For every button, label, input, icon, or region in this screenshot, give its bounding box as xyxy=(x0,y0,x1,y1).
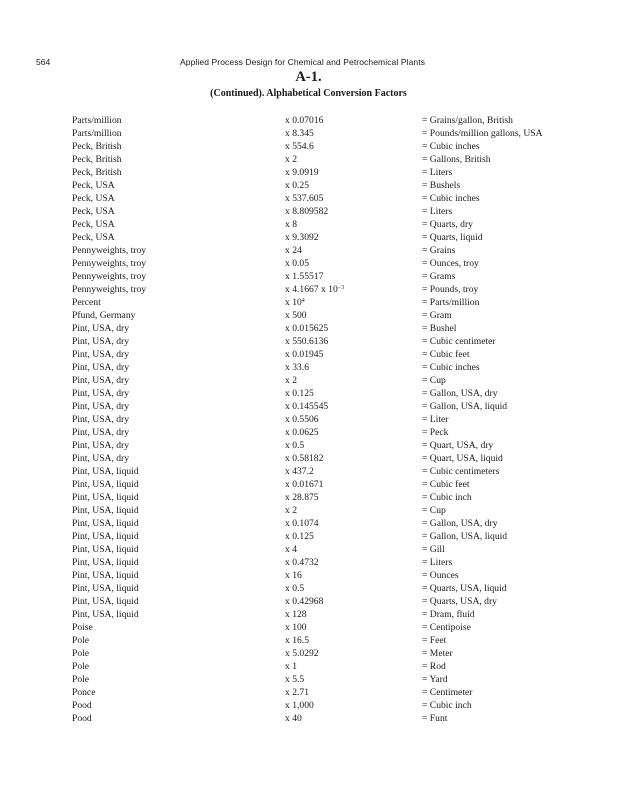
result-cell: = Cubic centimeters xyxy=(422,466,500,477)
unit-cell: Peck, British xyxy=(72,141,122,152)
unit-cell: Pint, USA, dry xyxy=(72,362,130,373)
result-cell: = Centimeter xyxy=(422,687,473,698)
result-cell: = Gallons, British xyxy=(422,154,491,165)
table-row xyxy=(0,322,617,335)
unit-cell: Pint, USA, liquid xyxy=(72,479,139,490)
table-caption: (Continued). Alphabetical Conversion Factors xyxy=(210,88,407,99)
unit-cell: Parts/million xyxy=(72,115,122,126)
table-row xyxy=(0,439,617,452)
table-row xyxy=(0,361,617,374)
result-cell: = Funt xyxy=(422,713,448,724)
table-row xyxy=(0,543,617,556)
result-cell: = Meter xyxy=(422,648,453,659)
factor-value: x 0.5 xyxy=(285,440,305,451)
unit-cell: Pole xyxy=(72,674,90,685)
table-row xyxy=(0,387,617,400)
factor-cell xyxy=(285,608,307,621)
factor-value: x 0.01945 xyxy=(285,349,324,360)
factor-value: x 0.25 xyxy=(285,180,309,191)
factor-value: x 550.6136 xyxy=(285,336,329,347)
factor-value: x 0.125 xyxy=(285,388,314,399)
factor-cell xyxy=(285,283,344,296)
unit-cell: Pennyweights, troy xyxy=(72,271,147,282)
factor-value: x 8.345 xyxy=(285,128,314,139)
table-row xyxy=(0,192,617,205)
factor-cell xyxy=(285,348,323,361)
factor-cell xyxy=(285,114,323,127)
factor-value: x 554.6 xyxy=(285,141,314,152)
unit-cell: Pint, USA, dry xyxy=(72,388,130,399)
table-id: A-1. xyxy=(295,69,322,85)
table-row xyxy=(0,374,617,387)
result-cell: = Yard xyxy=(422,674,448,685)
unit-cell: Pint, USA, dry xyxy=(72,336,130,347)
factor-cell xyxy=(285,595,323,608)
factor-cell xyxy=(285,517,319,530)
factor-cell xyxy=(285,647,319,660)
factor-value: x 4 xyxy=(285,544,297,555)
table-row xyxy=(0,712,617,725)
table-row xyxy=(0,595,617,608)
factor-value: x 2 xyxy=(285,154,297,165)
table-row xyxy=(0,517,617,530)
result-cell: = Rod xyxy=(422,661,446,672)
result-cell: = Quart, USA, liquid xyxy=(422,453,503,464)
factor-value: x 4.1667 x 10 xyxy=(285,284,338,295)
factor-value: x 8 xyxy=(285,219,297,230)
factor-cell xyxy=(285,361,309,374)
result-cell: = Cubic inches xyxy=(422,362,480,373)
result-cell: = Cubic centimeter xyxy=(422,336,496,347)
conversion-table xyxy=(0,114,617,725)
factor-cell xyxy=(285,400,328,413)
factor-cell xyxy=(285,192,323,205)
unit-cell: Pint, USA, liquid xyxy=(72,505,139,516)
factor-cell xyxy=(285,452,323,465)
factor-cell xyxy=(285,270,323,283)
factor-value: x 437.2 xyxy=(285,466,314,477)
factor-value: x 0.5 xyxy=(285,583,305,594)
factor-value: x 0.125 xyxy=(285,531,314,542)
result-cell: = Grains xyxy=(422,245,456,256)
unit-cell: Peck, USA xyxy=(72,180,115,191)
unit-cell: Pole xyxy=(72,661,90,672)
result-cell: = Gallon, USA, liquid xyxy=(422,401,508,412)
unit-cell: Pint, USA, dry xyxy=(72,414,130,425)
table-row xyxy=(0,309,617,322)
table-row xyxy=(0,452,617,465)
result-cell: = Peck xyxy=(422,427,449,438)
factor-value: x 2.71 xyxy=(285,687,309,698)
unit-cell: Pint, USA, liquid xyxy=(72,570,139,581)
factor-value: x 33.6 xyxy=(285,362,309,373)
factor-value: x 0.0625 xyxy=(285,427,319,438)
factor-cell xyxy=(285,465,314,478)
unit-cell: Pood xyxy=(72,700,92,711)
table-row xyxy=(0,153,617,166)
factor-value: x 5.0292 xyxy=(285,648,319,659)
factor-value: x 0.1074 xyxy=(285,518,319,529)
factor-exponent: −3 xyxy=(337,285,345,291)
table-row xyxy=(0,205,617,218)
factor-cell xyxy=(285,296,305,309)
result-cell: = Quarts, liquid xyxy=(422,232,483,243)
factor-exponent: 4 xyxy=(301,298,305,304)
result-cell: = Quarts, USA, liquid xyxy=(422,583,507,594)
table-row xyxy=(0,465,617,478)
unit-cell: Pint, USA, liquid xyxy=(72,557,139,568)
table-row xyxy=(0,140,617,153)
table-row xyxy=(0,400,617,413)
result-cell: = Quarts, USA, dry xyxy=(422,596,497,607)
factor-value: x 8.809582 xyxy=(285,206,329,217)
factor-value: x 10 xyxy=(285,297,302,308)
factor-cell xyxy=(285,569,302,582)
unit-cell: Pint, USA, liquid xyxy=(72,596,139,607)
table-row xyxy=(0,244,617,257)
factor-cell xyxy=(285,660,297,673)
factor-value: x 24 xyxy=(285,245,302,256)
factor-cell xyxy=(285,439,304,452)
factor-value: x 1.55517 xyxy=(285,271,324,282)
table-row xyxy=(0,569,617,582)
factor-value: x 0.42968 xyxy=(285,596,324,607)
unit-cell: Peck, USA xyxy=(72,232,115,243)
factor-cell xyxy=(285,556,319,569)
factor-value: x 0.07016 xyxy=(285,115,324,126)
table-row xyxy=(0,114,617,127)
result-cell: = Pounds/million gallons, USA xyxy=(422,128,543,139)
factor-cell xyxy=(285,426,319,439)
unit-cell: Peck, USA xyxy=(72,206,115,217)
unit-cell: Pennyweights, troy xyxy=(72,258,147,269)
factor-value: x 537.605 xyxy=(285,193,324,204)
table-row xyxy=(0,686,617,699)
table-row xyxy=(0,608,617,621)
table-row xyxy=(0,127,617,140)
running-title: Applied Process Design for Chemical and Petrochemical Plants xyxy=(180,57,426,67)
unit-cell: Percent xyxy=(72,297,101,308)
factor-cell xyxy=(285,491,319,504)
unit-cell: Pint, USA, liquid xyxy=(72,518,139,529)
factor-cell xyxy=(285,478,323,491)
result-cell: = Grains/gallon, British xyxy=(422,115,513,126)
factor-value: x 16 xyxy=(285,570,302,581)
factor-value: x 1,000 xyxy=(285,700,314,711)
factor-value: x 40 xyxy=(285,713,302,724)
factor-cell xyxy=(285,673,304,686)
table-row xyxy=(0,257,617,270)
factor-value: x 0.015625 xyxy=(285,323,329,334)
result-cell: = Bushel xyxy=(422,323,457,334)
unit-cell: Peck, British xyxy=(72,167,122,178)
table-row xyxy=(0,478,617,491)
result-cell: = Bushels xyxy=(422,180,461,191)
result-cell: = Liters xyxy=(422,167,453,178)
result-cell: = Ounces, troy xyxy=(422,258,479,269)
result-cell: = Quart, USA, dry xyxy=(422,440,494,451)
factor-cell xyxy=(285,309,307,322)
result-cell: = Gallon, USA, dry xyxy=(422,518,498,529)
table-row xyxy=(0,621,617,634)
table-row xyxy=(0,270,617,283)
table-row xyxy=(0,582,617,595)
factor-cell xyxy=(285,179,309,192)
unit-cell: Poise xyxy=(72,622,93,633)
result-cell: = Parts/million xyxy=(422,297,480,308)
result-cell: = Feet xyxy=(422,635,447,646)
factor-cell xyxy=(285,699,314,712)
table-row xyxy=(0,504,617,517)
factor-value: x 28.875 xyxy=(285,492,319,503)
factor-cell xyxy=(285,257,309,270)
factor-value: x 16.5 xyxy=(285,635,309,646)
table-row xyxy=(0,348,617,361)
factor-value: x 0.5506 xyxy=(285,414,319,425)
factor-value: x 128 xyxy=(285,609,307,620)
factor-value: x 9.3092 xyxy=(285,232,319,243)
table-row xyxy=(0,413,617,426)
table-row xyxy=(0,530,617,543)
factor-cell xyxy=(285,205,328,218)
unit-cell: Peck, British xyxy=(72,154,122,165)
table-row xyxy=(0,231,617,244)
result-cell: = Cup xyxy=(422,505,446,516)
table-row xyxy=(0,426,617,439)
factor-cell xyxy=(285,322,328,335)
result-cell: = Liters xyxy=(422,206,453,217)
unit-cell: Peck, USA xyxy=(72,193,115,204)
unit-cell: Pint, USA, dry xyxy=(72,375,130,386)
table-row xyxy=(0,634,617,647)
table-row xyxy=(0,660,617,673)
factor-cell xyxy=(285,387,314,400)
factor-cell xyxy=(285,543,297,556)
factor-cell xyxy=(285,335,328,348)
factor-cell xyxy=(285,712,302,725)
result-cell: = Dram, fluid xyxy=(422,609,475,620)
unit-cell: Pint, USA, liquid xyxy=(72,531,139,542)
factor-cell xyxy=(285,231,319,244)
result-cell: = Cup xyxy=(422,375,446,386)
unit-cell: Pole xyxy=(72,635,90,646)
unit-cell: Pint, USA, dry xyxy=(72,349,130,360)
factor-cell xyxy=(285,218,297,231)
result-cell: = Cubic inches xyxy=(422,193,480,204)
unit-cell: Pennyweights, troy xyxy=(72,245,147,256)
factor-cell xyxy=(285,153,297,166)
result-cell: = Gallon, USA, liquid xyxy=(422,531,508,542)
factor-cell xyxy=(285,166,319,179)
result-cell: = Liter xyxy=(422,414,449,425)
unit-cell: Ponce xyxy=(72,687,96,698)
table-row xyxy=(0,218,617,231)
factor-value: x 0.145545 xyxy=(285,401,329,412)
result-cell: = Cubic inches xyxy=(422,141,480,152)
result-cell: = Grams xyxy=(422,271,456,282)
unit-cell: Pint, USA, dry xyxy=(72,427,130,438)
factor-value: x 2 xyxy=(285,375,297,386)
factor-cell xyxy=(285,140,314,153)
factor-cell xyxy=(285,374,297,387)
factor-value: x 0.01671 xyxy=(285,479,324,490)
unit-cell: Pint, USA, liquid xyxy=(72,583,139,594)
factor-cell xyxy=(285,244,302,257)
table-row xyxy=(0,647,617,660)
unit-cell: Pint, USA, liquid xyxy=(72,492,139,503)
table-row xyxy=(0,335,617,348)
factor-value: x 0.58182 xyxy=(285,453,324,464)
result-cell: = Ounces xyxy=(422,570,459,581)
table-row xyxy=(0,699,617,712)
result-cell: = Centipoise xyxy=(422,622,471,633)
unit-cell: Pennyweights, troy xyxy=(72,284,147,295)
factor-value: x 0.05 xyxy=(285,258,309,269)
factor-cell xyxy=(285,582,304,595)
table-row xyxy=(0,491,617,504)
factor-cell xyxy=(285,413,319,426)
table-row xyxy=(0,296,617,309)
table-row xyxy=(0,283,617,296)
result-cell: = Gram xyxy=(422,310,452,321)
unit-cell: Pint, USA, liquid xyxy=(72,609,139,620)
factor-cell xyxy=(285,530,314,543)
table-row xyxy=(0,166,617,179)
unit-cell: Pint, USA, dry xyxy=(72,323,130,334)
unit-cell: Pint, USA, dry xyxy=(72,453,130,464)
unit-cell: Pint, USA, dry xyxy=(72,401,130,412)
factor-value: x 9.0919 xyxy=(285,167,319,178)
factor-value: x 5.5 xyxy=(285,674,305,685)
result-cell: = Liters xyxy=(422,557,453,568)
result-cell: = Cubic inch xyxy=(422,492,472,503)
result-cell: = Gill xyxy=(422,544,445,555)
factor-value: x 500 xyxy=(285,310,307,321)
factor-cell xyxy=(285,634,309,647)
factor-cell xyxy=(285,621,307,634)
unit-cell: Parts/million xyxy=(72,128,122,139)
factor-cell xyxy=(285,504,297,517)
factor-cell xyxy=(285,686,309,699)
unit-cell: Peck, USA xyxy=(72,219,115,230)
page-number: 564 xyxy=(36,57,51,67)
unit-cell: Pfund, Germany xyxy=(72,310,136,321)
unit-cell: Pint, USA, dry xyxy=(72,440,130,451)
table-row xyxy=(0,673,617,686)
table-row xyxy=(0,556,617,569)
unit-cell: Pint, USA, liquid xyxy=(72,466,139,477)
unit-cell: Pood xyxy=(72,713,92,724)
result-cell: = Gallon, USA, dry xyxy=(422,388,498,399)
result-cell: = Cubic feet xyxy=(422,479,470,490)
result-cell: = Cubic feet xyxy=(422,349,470,360)
factor-value: x 1 xyxy=(285,661,297,672)
factor-value: x 0.4732 xyxy=(285,557,319,568)
unit-cell: Pint, USA, liquid xyxy=(72,544,139,555)
table-row xyxy=(0,179,617,192)
result-cell: = Pounds, troy xyxy=(422,284,479,295)
result-cell: = Cubic inch xyxy=(422,700,472,711)
result-cell: = Quarts, dry xyxy=(422,219,473,230)
factor-value: x 100 xyxy=(285,622,307,633)
unit-cell: Pole xyxy=(72,648,90,659)
factor-value: x 2 xyxy=(285,505,297,516)
factor-cell xyxy=(285,127,314,140)
